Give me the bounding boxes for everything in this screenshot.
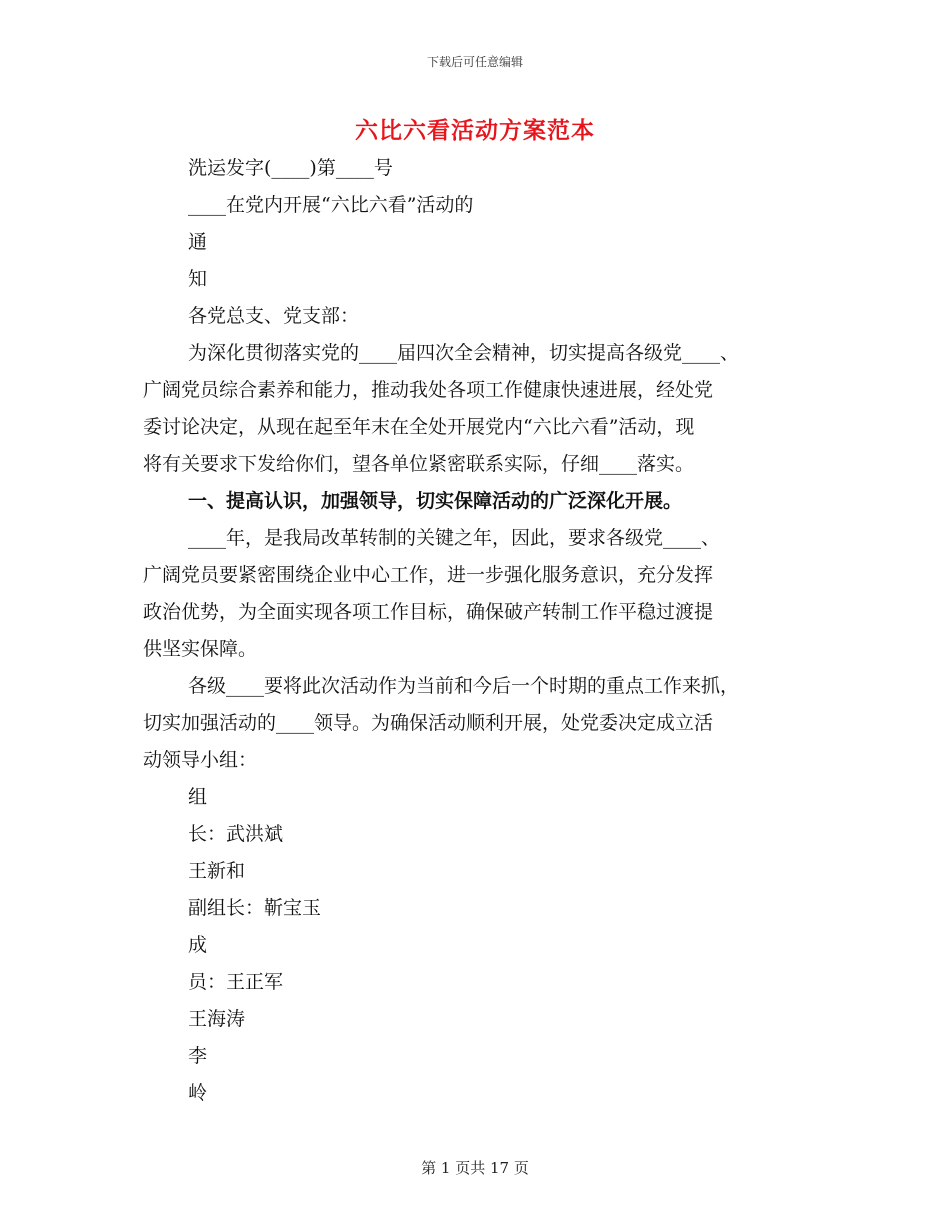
body-text-line: 员：王正军 (188, 971, 284, 993)
body-text-line: 各级____要将此次活动作为当前和今后一个时期的重点工作来抓， (188, 675, 740, 697)
body-text-line: 长：武洪斌 (188, 823, 284, 845)
section-heading: 一、提高认识，加强领导，切实保障活动的广泛深化开展。 (188, 490, 683, 512)
body-text-line: ____在党内开展“六比六看”活动的 (188, 194, 474, 216)
body-text-line: 王新和 (188, 860, 246, 882)
body-text-line: 洗运发字(____)第____号 (188, 157, 393, 179)
header-note: 下载后可任意编辑 (426, 55, 523, 69)
body-text-line: ____年，是我局改革转制的关键之年，因此，要求各级党____、 (188, 527, 721, 549)
document-body (143, 150, 803, 1112)
body-text-line: 副组长：靳宝玉 (188, 897, 322, 919)
body-text-line: 切实加强活动的____领导。为确保活动顺利开展，处党委决定成立活 (143, 712, 714, 734)
body-text-line: 将有关要求下发给你们，望各单位紧密联系实际，仔细____落实。 (143, 453, 695, 475)
body-text-line: 各党总支、党支部： (188, 305, 360, 327)
body-text-line: 政治优势，为全面实现各项工作目标，确保破产转制工作平稳过渡提 (143, 601, 714, 623)
body-text-line: 岭 (188, 1082, 208, 1104)
body-text-line: 成 (188, 934, 208, 956)
body-text-line: 广阔党员综合素养和能力，推动我处各项工作健康快速进展，经处党 (143, 379, 714, 401)
body-text-line: 通 (188, 231, 208, 253)
body-text-line: 供坚实保障。 (143, 638, 258, 660)
body-text-line: 委讨论决定，从现在起至年末在全处开展党内“六比六看”活动，现 (143, 416, 695, 438)
body-text-line: 李 (188, 1045, 208, 1067)
body-text-line: 王海涛 (188, 1008, 246, 1030)
body-text-line: 组 (188, 786, 208, 808)
body-text-line: 动领导小组： (143, 749, 258, 771)
body-text-line: 广阔党员要紧密围绕企业中心工作，进一步强化服务意识，充分发挥 (143, 564, 714, 586)
body-text-line: 为深化贯彻落实党的____届四次全会精神，切实提高各级党____、 (188, 342, 740, 364)
page-number-footer: 第 1 页共 17 页 (421, 1159, 529, 1177)
body-text-line: 知 (188, 268, 208, 290)
document-title: 六比六看活动方案范本 (355, 117, 595, 144)
